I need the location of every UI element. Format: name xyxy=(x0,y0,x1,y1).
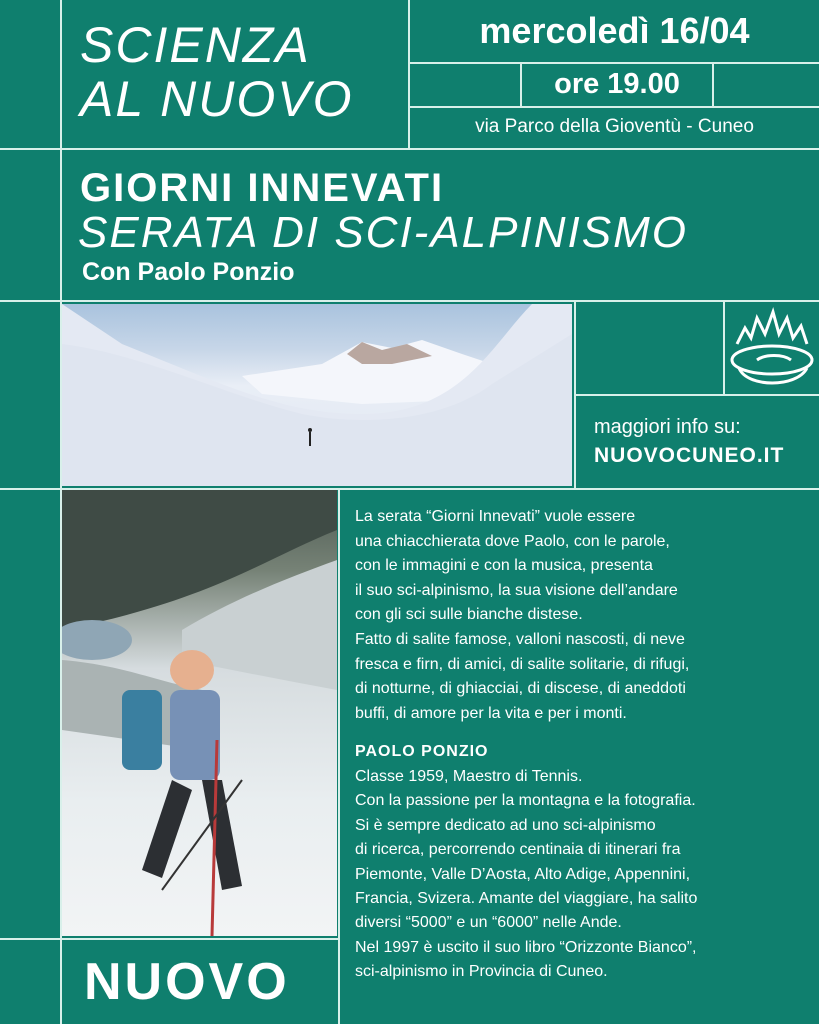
portrait-illustration xyxy=(62,490,337,936)
grid-line xyxy=(574,394,819,396)
event-speaker: Con Paolo Ponzio xyxy=(82,258,295,286)
landscape-illustration xyxy=(62,304,572,486)
grid-line xyxy=(0,300,819,302)
event-place: via Parco della Gioventù - Cuneo xyxy=(475,116,754,137)
series-title xyxy=(80,18,354,126)
series-line-2: AL NUOVO xyxy=(80,71,354,127)
grid-line xyxy=(408,106,819,108)
series-line-1: SCIENZA xyxy=(80,17,311,73)
grid-line xyxy=(338,488,340,1024)
grid-line xyxy=(0,148,819,150)
event-title: GIORNI INNEVATI xyxy=(80,166,445,210)
info-label: maggiori info su: xyxy=(594,416,741,438)
bio-text: Classe 1959, Maestro di Tennis. Con la passione per la montagna e la fotografia. Si è sempre dedicato ad uno sci-alpinismo di ricerca, percorrendo centinaia di itinerari fra Piemonte, Valle D’Aosta, Alto Adige, Appennini, Francia, Svizera. Amante del viaggiare, ha salito diversi “5000” e un “6000” nelle Ande. Nel 1997 è uscito il suo libro “Orizzonte Bianco”, sci-alpinismo in Provincia di Cuneo. xyxy=(355,768,698,981)
info-link[interactable]: NUOVOCUNEO.IT xyxy=(594,444,785,467)
event-date: mercoledì 16/04 xyxy=(479,10,750,51)
event-time: ore 19.00 xyxy=(554,68,680,100)
grid-line xyxy=(0,938,340,940)
sun-logo-icon xyxy=(727,304,817,392)
grid-line xyxy=(408,62,819,64)
bio-heading: PAOLO PONZIO xyxy=(355,743,489,760)
landscape-photo xyxy=(62,304,572,486)
event-subtitle: SERATA DI SCI-ALPINISMO xyxy=(78,208,688,257)
event-description: La serata “Giorni Innevati” vuole essere una chiacchierata dove Paolo, con le parole, con le immagini e con la musica, presenta il suo sci-alpinismo, la sua visione dell’andare con gli sci sulle bianche distese. Fatto di salite famose, valloni nascosti, di neve fresca e firn, di amici, di salite solitarie, di rifugi, di notturne, di ghiacciai, di discese, di aneddoti buffi, di amore per la vita e per i monti. xyxy=(355,508,690,722)
grid-line xyxy=(712,62,714,108)
nuovo-logo: NUOVO xyxy=(84,953,290,1011)
grid-line xyxy=(723,300,725,394)
portrait-photo xyxy=(62,490,337,936)
